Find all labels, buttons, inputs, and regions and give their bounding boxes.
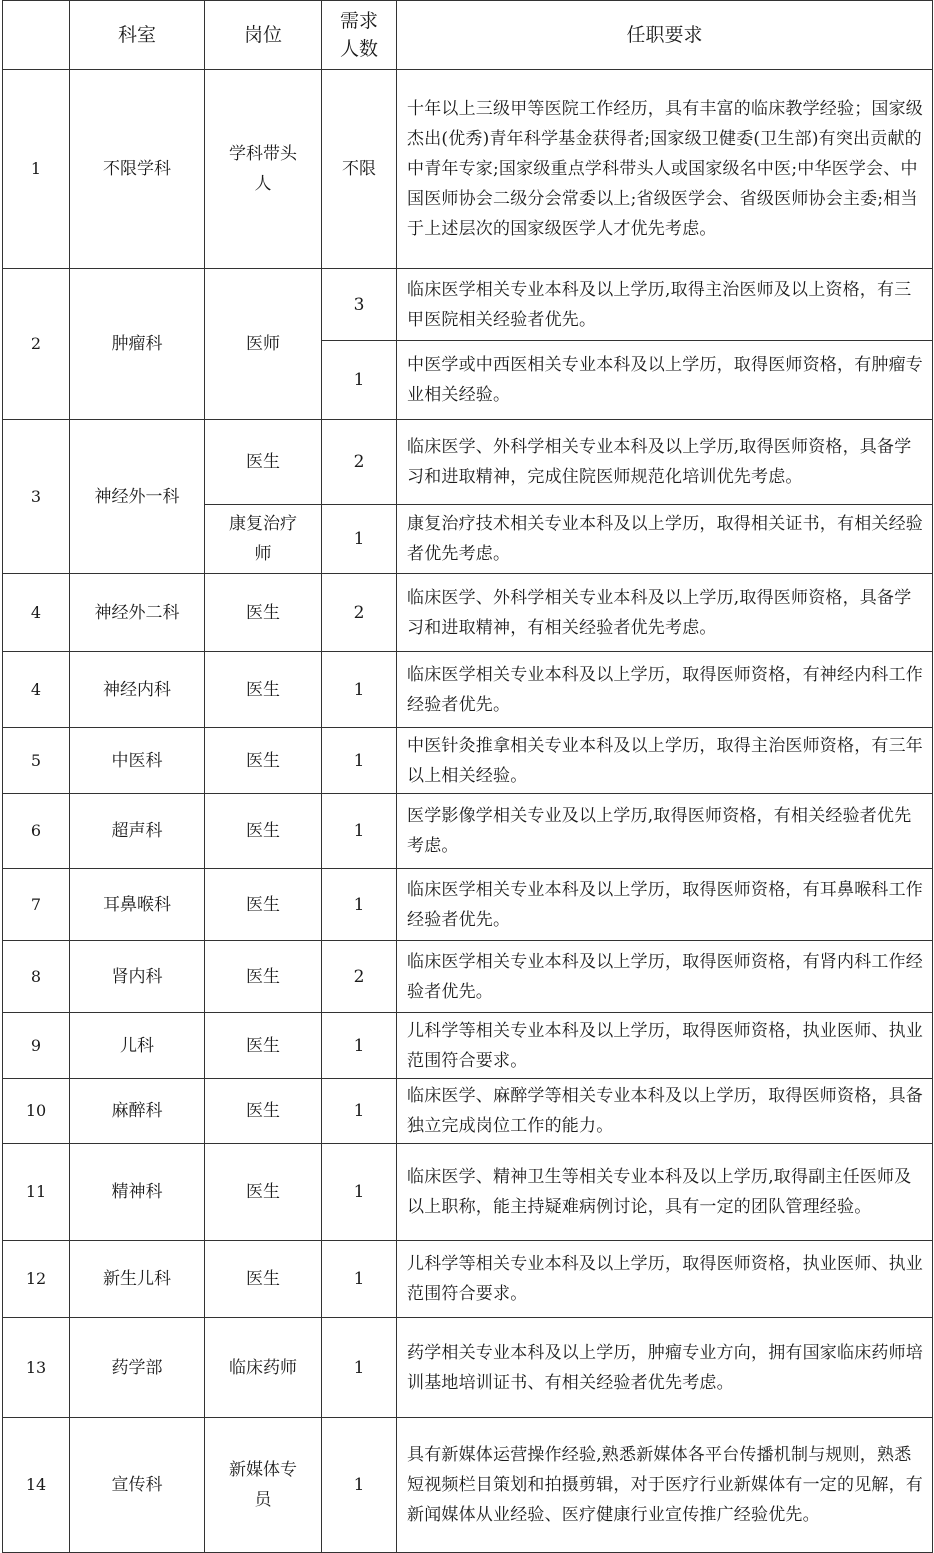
department-cell: 神经外一科 (70, 420, 205, 574)
requirement-cell: 中医针灸推拿相关专业本科及以上学历，取得主治医师资格，有三年以上相关经验。 (397, 728, 933, 794)
table-row (3, 794, 933, 869)
row-number: 11 (3, 1144, 70, 1241)
count-cell: 1 (322, 1418, 397, 1553)
table-row (3, 1144, 933, 1241)
department-cell: 麻醉科 (70, 1079, 205, 1144)
header-count: 需求人数 (322, 1, 397, 70)
header-department: 科室 (70, 1, 205, 70)
recruitment-table (2, 0, 933, 1553)
count-cell: 1 (322, 341, 397, 420)
table-row (3, 869, 933, 941)
requirement-cell: 临床医学、外科学相关专业本科及以上学历,取得医师资格，具备学习和进取精神，有相关经验者优先考虑。 (397, 574, 933, 652)
department-cell: 新生儿科 (70, 1241, 205, 1318)
requirement-cell: 临床医学相关专业本科及以上学历，取得医师资格，有肾内科工作经验者优先。 (397, 941, 933, 1013)
header-row (3, 1, 933, 70)
position-cell: 医生 (205, 1013, 322, 1079)
position-cell: 新媒体专员 (205, 1418, 322, 1553)
table-row (3, 574, 933, 652)
count-cell: 1 (322, 869, 397, 941)
position-cell: 医生 (205, 420, 322, 505)
row-number: 4 (3, 574, 70, 652)
header-requirement: 任职要求 (397, 1, 933, 70)
requirement-cell: 儿科学等相关专业本科及以上学历，取得医师资格，执业医师、执业范围符合要求。 (397, 1241, 933, 1318)
row-number: 1 (3, 70, 70, 269)
header-position: 岗位 (205, 1, 322, 70)
department-cell: 精神科 (70, 1144, 205, 1241)
department-cell: 儿科 (70, 1013, 205, 1079)
department-cell: 神经外二科 (70, 574, 205, 652)
requirement-cell: 中医学或中西医相关专业本科及以上学历，取得医师资格，有肿瘤专业相关经验。 (397, 341, 933, 420)
department-cell: 宣传科 (70, 1418, 205, 1553)
position-cell: 医生 (205, 794, 322, 869)
requirement-cell: 医学影像学相关专业及以上学历,取得医师资格，有相关经验者优先考虑。 (397, 794, 933, 869)
requirement-cell: 临床医学、精神卫生等相关专业本科及以上学历,取得副主任医师及以上职称，能主持疑难病例讨论，具有一定的团队管理经验。 (397, 1144, 933, 1241)
department-cell: 神经内科 (70, 652, 205, 728)
requirement-cell: 临床医学、外科学相关专业本科及以上学历,取得医师资格，具备学习和进取精神，完成住院医师规范化培训优先考虑。 (397, 420, 933, 505)
count-cell: 1 (322, 1013, 397, 1079)
position-cell: 学科带头人 (205, 70, 322, 269)
position-cell: 医生 (205, 1144, 322, 1241)
row-number: 2 (3, 269, 70, 420)
count-cell: 不限 (322, 70, 397, 269)
position-cell: 医生 (205, 574, 322, 652)
requirement-cell: 药学相关专业本科及以上学历，肿瘤专业方向，拥有国家临床药师培训基地培训证书、有相关经验者优先考虑。 (397, 1318, 933, 1418)
position-cell: 医生 (205, 1079, 322, 1144)
position-cell: 医生 (205, 1241, 322, 1318)
department-cell: 肾内科 (70, 941, 205, 1013)
count-cell: 1 (322, 1079, 397, 1144)
count-cell: 1 (322, 728, 397, 794)
department-cell: 超声科 (70, 794, 205, 869)
row-number: 7 (3, 869, 70, 941)
requirement-cell: 临床医学相关专业本科及以上学历，取得医师资格，有神经内科工作经验者优先。 (397, 652, 933, 728)
table-row (3, 269, 933, 341)
requirement-cell: 康复治疗技术相关专业本科及以上学历，取得相关证书，有相关经验者优先考虑。 (397, 505, 933, 574)
table-row (3, 1079, 933, 1144)
position-cell: 医师 (205, 269, 322, 420)
table-row (3, 1013, 933, 1079)
row-number: 5 (3, 728, 70, 794)
position-cell: 医生 (205, 941, 322, 1013)
position-cell: 医生 (205, 869, 322, 941)
count-cell: 3 (322, 269, 397, 341)
position-cell: 医生 (205, 728, 322, 794)
requirement-cell: 临床医学相关专业本科及以上学历,取得主治医师及以上资格，有三甲医院相关经验者优先。 (397, 269, 933, 341)
department-cell: 耳鼻喉科 (70, 869, 205, 941)
count-cell: 2 (322, 420, 397, 505)
table-row (3, 941, 933, 1013)
table-row (3, 1418, 933, 1553)
count-cell: 1 (322, 1241, 397, 1318)
requirement-cell: 儿科学等相关专业本科及以上学历，取得医师资格，执业医师、执业范围符合要求。 (397, 1013, 933, 1079)
table-row (3, 1241, 933, 1318)
count-cell: 1 (322, 505, 397, 574)
row-number: 4 (3, 652, 70, 728)
table-row (3, 70, 933, 269)
position-cell: 医生 (205, 652, 322, 728)
requirement-cell: 具有新媒体运营操作经验,熟悉新媒体各平台传播机制与规则，熟悉短视频栏目策划和拍摄剪辑，对于医疗行业新媒体有一定的见解，有新闻媒体从业经验、医疗健康行业宣传推广经验优先。 (397, 1418, 933, 1553)
count-cell: 2 (322, 574, 397, 652)
row-number: 3 (3, 420, 70, 574)
header-index (3, 1, 70, 70)
row-number: 6 (3, 794, 70, 869)
row-number: 10 (3, 1079, 70, 1144)
count-cell: 1 (322, 1318, 397, 1418)
row-number: 13 (3, 1318, 70, 1418)
requirement-cell: 临床医学、麻醉学等相关专业本科及以上学历，取得医师资格，具备独立完成岗位工作的能力。 (397, 1079, 933, 1144)
row-number: 8 (3, 941, 70, 1013)
requirement-cell: 十年以上三级甲等医院工作经历，具有丰富的临床教学经验；国家级杰出(优秀)青年科学基金获得者;国家级卫健委(卫生部)有突出贡献的中青年专家;国家级重点学科带头人或国家级名中医;中华医学会、中国医师协会二级分会常委以上;省级医学会、省级医师协会主委;相当于上述层次的国家级医学人才优先考虑。 (397, 70, 933, 269)
requirement-cell: 临床医学相关专业本科及以上学历，取得医师资格，有耳鼻喉科工作经验者优先。 (397, 869, 933, 941)
count-cell: 1 (322, 652, 397, 728)
count-cell: 1 (322, 1144, 397, 1241)
row-number: 9 (3, 1013, 70, 1079)
count-cell: 1 (322, 794, 397, 869)
row-number: 12 (3, 1241, 70, 1318)
department-cell: 不限学科 (70, 70, 205, 269)
department-cell: 药学部 (70, 1318, 205, 1418)
count-cell: 2 (322, 941, 397, 1013)
table-row (3, 728, 933, 794)
department-cell: 肿瘤科 (70, 269, 205, 420)
position-cell: 临床药师 (205, 1318, 322, 1418)
table-row (3, 420, 933, 505)
row-number: 14 (3, 1418, 70, 1553)
table-row (3, 652, 933, 728)
department-cell: 中医科 (70, 728, 205, 794)
position-cell: 康复治疗师 (205, 505, 322, 574)
table-row (3, 1318, 933, 1418)
